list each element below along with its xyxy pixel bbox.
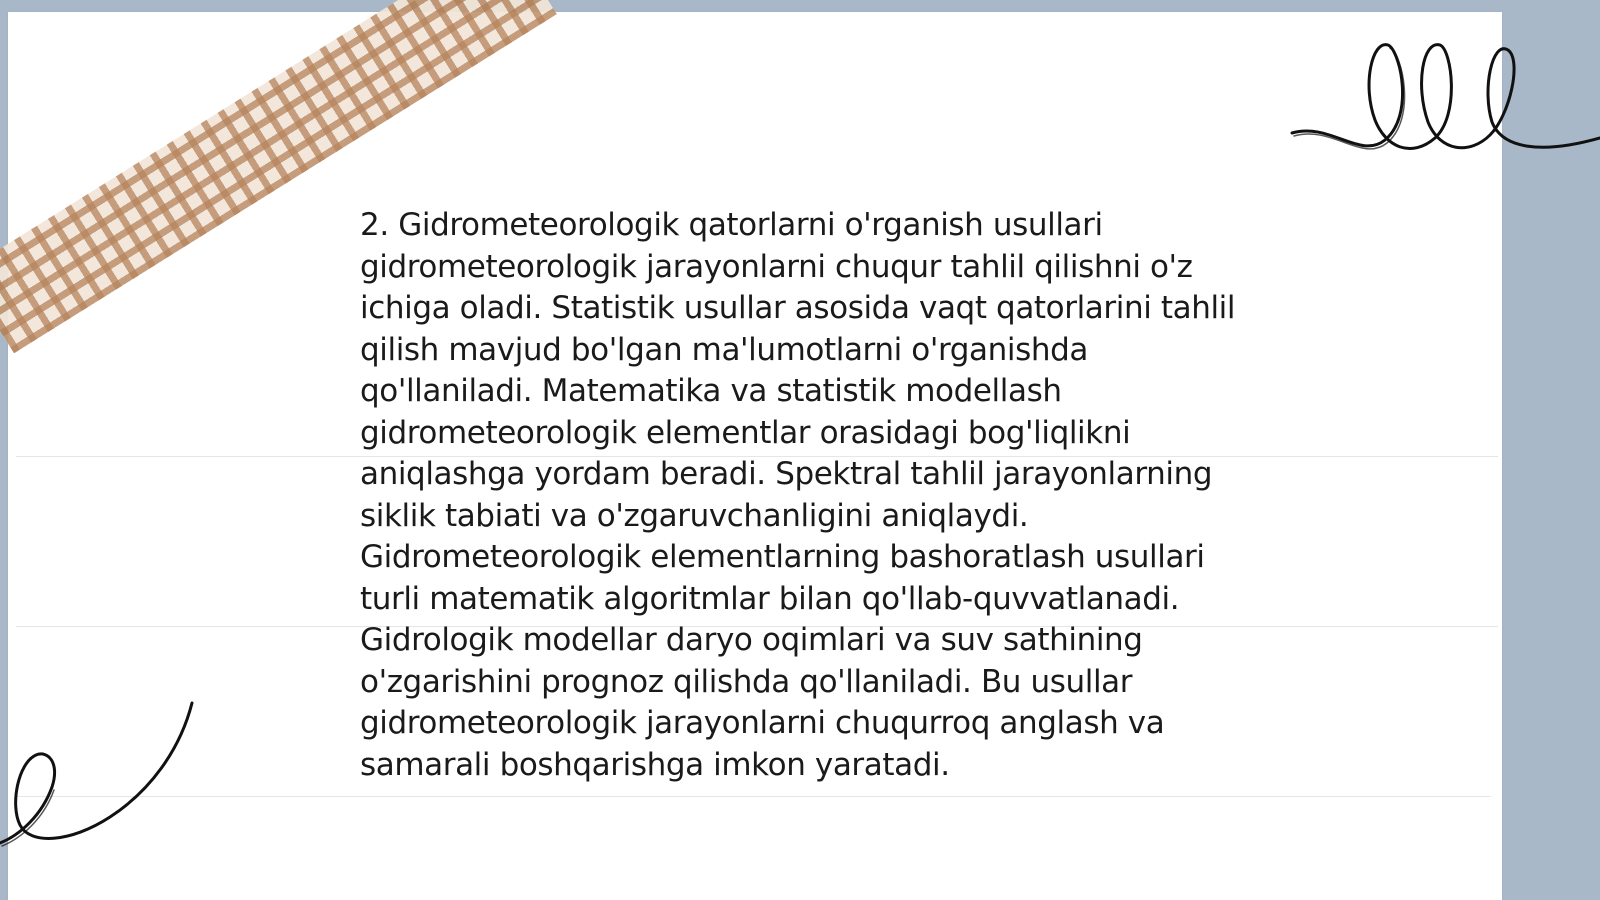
checkmark-scribble-icon [0, 695, 200, 855]
paper-rule-line [16, 796, 1491, 797]
body-text: 2. Gidrometeorologik qatorlarni o'rganish usullari gidrometeorologik jarayonlarni chuqur tahlil qilishni o'z ichiga oladi. Statistik usullar asosida vaqt qatorlarini tahlil qilish mavjud bo'lgan ma'lumotlarni o'rganishda qo'llaniladi. Matematika va statistik modellash gidrometeorologik elementlar orasidagi bog'liqlikni aniqlashga yordam beradi. Spektral tahlil jarayonlarning siklik tabiati va o'zgaruvchanligini aniqlaydi. Gidrometeorologik elementlarning bashoratlash usullari turli matematik algoritmlar bilan qo'llab-quvvatlanadi. Gidrologik modellar daryo oqimlari va suv sathining o'zgarishini prognoz qilishda qo'llaniladi. Bu usullar gidrometeorologik jarayonlarni chuqurroq anglash va samarali boshqarishga imkon yaratadi. [360, 207, 1236, 783]
loop-scribble-icon [1290, 30, 1600, 165]
